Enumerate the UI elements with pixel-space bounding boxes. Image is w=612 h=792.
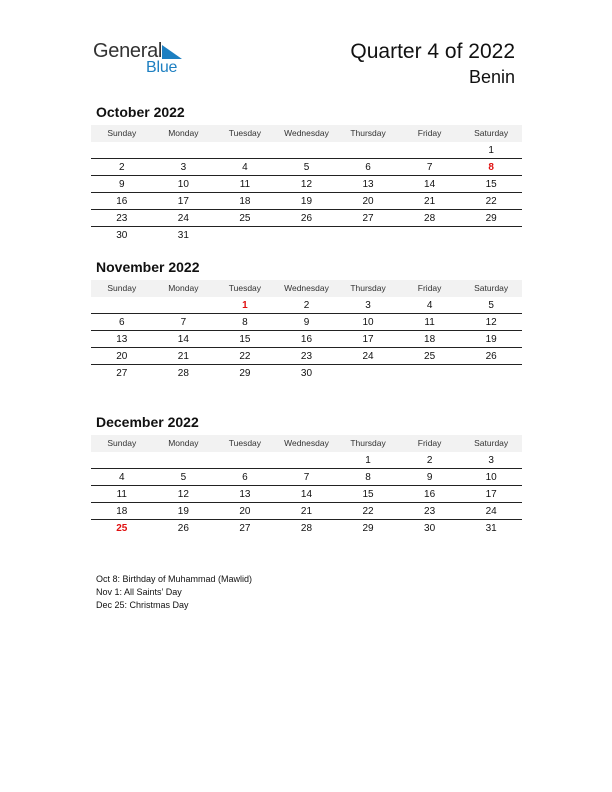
month-october xyxy=(91,103,522,243)
empty-day-cell xyxy=(399,227,461,243)
calendar-grid xyxy=(91,280,522,381)
weekday-label: Sunday xyxy=(107,438,137,448)
weekday-label: Saturday xyxy=(474,283,509,293)
day-cell: 2 xyxy=(426,455,433,466)
week-row xyxy=(91,159,522,176)
day-cell: 30 xyxy=(300,368,313,379)
day-cell: 3 xyxy=(365,300,371,311)
day-cell: 7 xyxy=(303,472,310,483)
day-cell: 31 xyxy=(177,230,189,241)
holiday-note: Dec 25: Christmas Day xyxy=(96,600,189,610)
country-name: Benin xyxy=(468,67,515,87)
day-cell: 19 xyxy=(300,196,313,207)
day-cell: 23 xyxy=(116,213,128,224)
day-cell: 17 xyxy=(177,196,189,207)
day-cell: 18 xyxy=(116,506,128,517)
calendar-grid xyxy=(91,125,522,243)
day-cell: 10 xyxy=(177,179,189,190)
empty-day-cell xyxy=(91,297,153,313)
weekday-label: Saturday xyxy=(474,128,509,138)
day-cell: 14 xyxy=(424,179,436,190)
day-cell: 15 xyxy=(239,334,251,345)
day-cell: 1 xyxy=(365,455,371,466)
weekday-header-row xyxy=(91,125,522,142)
day-cell: 4 xyxy=(426,300,433,311)
day-cell: 12 xyxy=(177,489,189,500)
day-cell: 13 xyxy=(239,489,251,500)
week-row xyxy=(91,520,522,536)
weekday-label: Tuesday xyxy=(228,128,262,138)
day-cell: 14 xyxy=(177,334,189,345)
month-title: November 2022 xyxy=(96,259,200,275)
empty-day-cell xyxy=(214,142,276,158)
holiday-day-cell: 1 xyxy=(242,300,248,311)
day-cell: 15 xyxy=(362,489,374,500)
day-cell: 23 xyxy=(300,351,313,362)
month-november xyxy=(91,258,522,381)
day-cell: 20 xyxy=(362,196,374,207)
week-row xyxy=(91,365,522,381)
day-cell: 7 xyxy=(180,317,187,328)
empty-day-cell xyxy=(337,142,399,158)
week-row xyxy=(91,486,522,503)
day-cell: 17 xyxy=(485,489,497,500)
week-row xyxy=(91,452,522,469)
day-cell: 29 xyxy=(485,213,497,224)
empty-day-cell xyxy=(153,452,215,468)
day-cell: 17 xyxy=(362,334,374,345)
weekday-label: Tuesday xyxy=(228,438,262,448)
day-cell: 23 xyxy=(424,506,436,517)
day-cell: 11 xyxy=(424,317,435,328)
day-cell: 27 xyxy=(362,213,374,224)
day-cell: 21 xyxy=(300,506,313,517)
day-cell: 9 xyxy=(119,179,125,190)
day-cell: 25 xyxy=(239,213,251,224)
day-cell: 12 xyxy=(300,179,313,190)
week-row xyxy=(91,297,522,314)
day-cell: 12 xyxy=(485,317,497,328)
day-cell: 16 xyxy=(424,489,436,500)
day-cell: 27 xyxy=(116,368,128,379)
weekday-label: Friday xyxy=(417,283,442,293)
month-december xyxy=(91,413,522,536)
day-cell: 5 xyxy=(180,472,187,483)
day-cell: 5 xyxy=(303,162,310,173)
weekday-label: Sunday xyxy=(107,128,137,138)
weekday-label: Monday xyxy=(168,283,199,293)
day-cell: 13 xyxy=(116,334,128,345)
weekday-label: Wednesday xyxy=(284,283,329,293)
day-cell: 13 xyxy=(362,179,374,190)
holiday-note: Nov 1: All Saints’ Day xyxy=(96,587,182,597)
logo-general-text: General xyxy=(93,40,163,62)
weekday-label: Thursday xyxy=(350,438,386,448)
empty-day-cell xyxy=(337,227,399,243)
week-row xyxy=(91,348,522,365)
weekday-header-row xyxy=(91,280,522,297)
empty-day-cell xyxy=(214,452,276,468)
day-cell: 29 xyxy=(362,523,374,534)
day-cell: 8 xyxy=(242,317,248,328)
day-cell: 11 xyxy=(239,179,251,190)
empty-day-cell xyxy=(399,365,461,381)
day-cell: 5 xyxy=(488,300,494,311)
weekday-label: Sunday xyxy=(107,283,137,293)
logo-triangle-icon xyxy=(162,45,182,59)
day-cell: 9 xyxy=(426,472,433,483)
week-row xyxy=(91,469,522,486)
day-cell: 21 xyxy=(177,351,189,362)
weekday-label: Monday xyxy=(168,128,199,138)
day-cell: 6 xyxy=(242,472,248,483)
day-cell: 27 xyxy=(239,523,251,534)
day-cell: 4 xyxy=(242,162,248,173)
day-cell: 25 xyxy=(424,351,436,362)
day-cell: 8 xyxy=(365,472,371,483)
generalblue-logo xyxy=(93,40,193,80)
day-cell: 30 xyxy=(116,230,128,241)
week-row xyxy=(91,176,522,193)
weekday-label: Monday xyxy=(168,438,199,448)
empty-day-cell xyxy=(460,365,522,381)
empty-day-cell xyxy=(276,452,338,468)
logo-blue-text: Blue xyxy=(146,59,178,76)
weekday-label: Saturday xyxy=(474,438,509,448)
day-cell: 3 xyxy=(488,455,494,466)
holiday-day-cell: 8 xyxy=(488,162,494,173)
day-cell: 6 xyxy=(365,162,371,173)
week-row xyxy=(91,314,522,331)
week-row xyxy=(91,227,522,243)
weekday-header-row xyxy=(91,435,522,452)
day-cell: 24 xyxy=(362,351,374,362)
day-cell: 29 xyxy=(239,368,251,379)
day-cell: 28 xyxy=(177,368,189,379)
day-cell: 14 xyxy=(300,489,313,500)
calendar-grid xyxy=(91,435,522,536)
day-cell: 24 xyxy=(485,506,497,517)
day-cell: 30 xyxy=(424,523,436,534)
day-cell: 21 xyxy=(424,196,436,207)
month-title: December 2022 xyxy=(96,414,199,430)
day-cell: 22 xyxy=(485,196,497,207)
day-cell: 19 xyxy=(485,334,497,345)
day-cell: 18 xyxy=(239,196,251,207)
empty-day-cell xyxy=(399,142,461,158)
day-cell: 6 xyxy=(119,317,125,328)
holiday-day-cell: 25 xyxy=(116,523,128,534)
day-cell: 26 xyxy=(485,351,497,362)
day-cell: 15 xyxy=(485,179,497,190)
day-cell: 26 xyxy=(300,213,313,224)
day-cell: 24 xyxy=(177,213,189,224)
day-cell: 22 xyxy=(362,506,374,517)
week-row xyxy=(91,193,522,210)
day-cell: 9 xyxy=(303,317,310,328)
day-cell: 18 xyxy=(424,334,436,345)
empty-day-cell xyxy=(460,227,522,243)
week-row xyxy=(91,142,522,159)
weekday-label: Thursday xyxy=(350,128,386,138)
week-row xyxy=(91,210,522,227)
empty-day-cell xyxy=(214,227,276,243)
day-cell: 4 xyxy=(119,472,125,483)
weekday-label: Wednesday xyxy=(284,128,329,138)
day-cell: 20 xyxy=(116,351,128,362)
day-cell: 10 xyxy=(362,317,374,328)
day-cell: 31 xyxy=(485,523,497,534)
holiday-note: Oct 8: Birthday of Muhammad (Mawlid) xyxy=(96,574,253,584)
day-cell: 22 xyxy=(239,351,251,362)
day-cell: 16 xyxy=(116,196,128,207)
day-cell: 28 xyxy=(424,213,436,224)
day-cell: 10 xyxy=(485,472,497,483)
weekday-label: Thursday xyxy=(350,283,386,293)
day-cell: 28 xyxy=(300,523,313,534)
empty-day-cell xyxy=(91,142,153,158)
page-title: Quarter 4 of 2022 xyxy=(350,40,515,63)
day-cell: 11 xyxy=(116,489,127,500)
weekday-label: Friday xyxy=(417,128,442,138)
day-cell: 2 xyxy=(119,162,125,173)
empty-day-cell xyxy=(276,227,338,243)
empty-day-cell xyxy=(276,142,338,158)
day-cell: 16 xyxy=(300,334,313,345)
day-cell: 19 xyxy=(177,506,189,517)
week-row xyxy=(91,503,522,520)
empty-day-cell xyxy=(153,297,215,313)
empty-day-cell xyxy=(153,142,215,158)
weekday-label: Friday xyxy=(417,438,442,448)
weekday-label: Tuesday xyxy=(228,283,262,293)
day-cell: 1 xyxy=(488,145,494,156)
day-cell: 3 xyxy=(180,162,187,173)
day-cell: 20 xyxy=(239,506,251,517)
weekday-label: Wednesday xyxy=(284,438,329,448)
day-cell: 7 xyxy=(426,162,433,173)
day-cell: 26 xyxy=(177,523,189,534)
month-title: October 2022 xyxy=(96,104,185,120)
day-cell: 2 xyxy=(303,300,310,311)
holiday-notes xyxy=(96,573,252,612)
week-row xyxy=(91,331,522,348)
empty-day-cell xyxy=(337,365,399,381)
empty-day-cell xyxy=(91,452,153,468)
